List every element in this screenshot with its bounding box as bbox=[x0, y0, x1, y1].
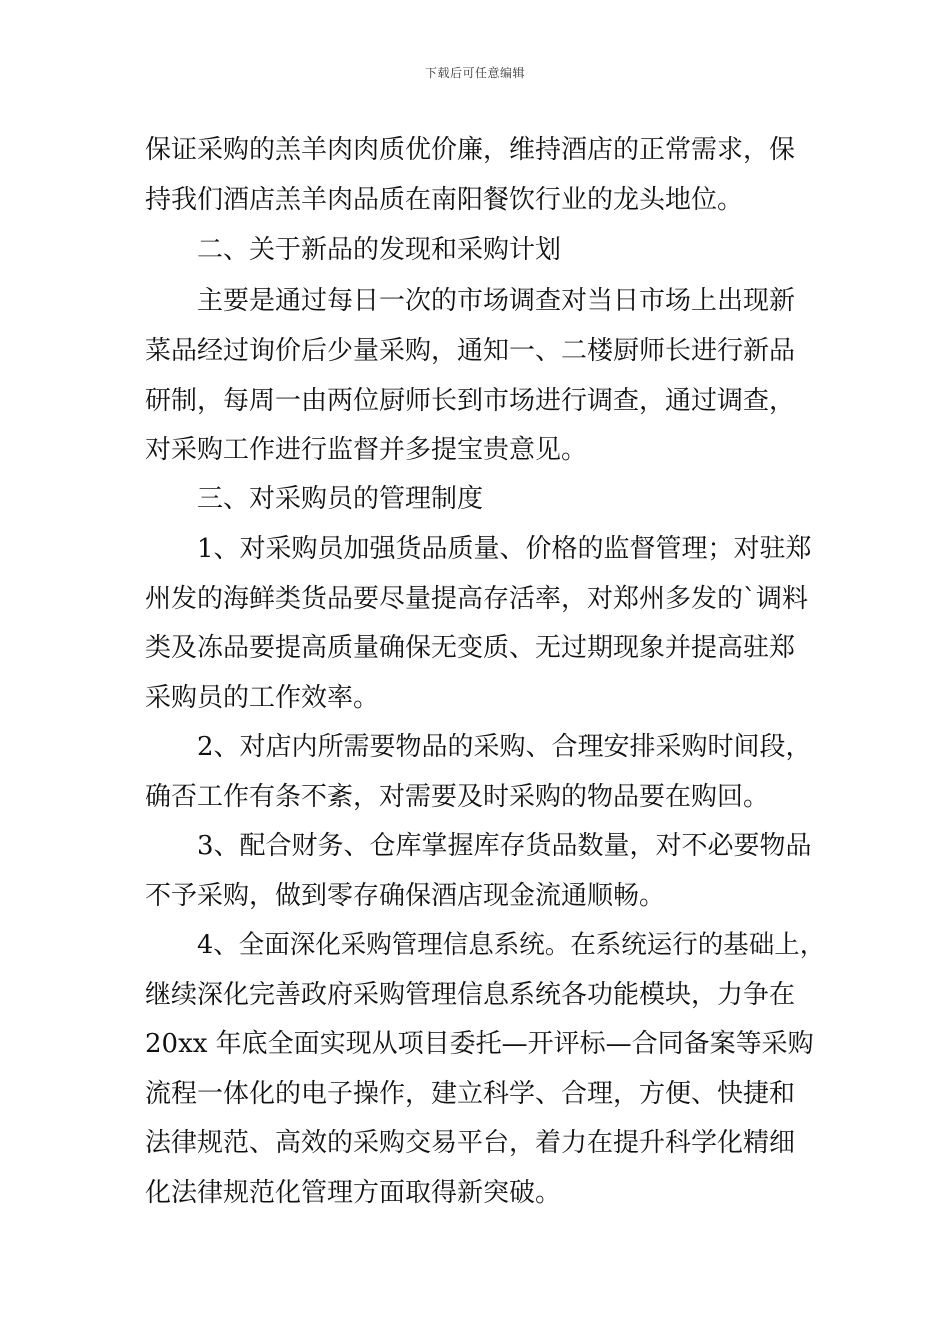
text-line: 3、配合财务、仓库掌握库存货品数量，对不必要物品 bbox=[197, 831, 812, 861]
text-line: 研制，每周一由两位厨师长到市场进行调查，通过调查， bbox=[145, 386, 796, 416]
text-line: 采购员的工作效率。 bbox=[145, 683, 380, 713]
text-line: 流程一体化的电子操作，建立科学、合理，方便、快捷和 bbox=[145, 1079, 796, 1109]
text-line: 1、对采购员加强货品质量、价格的监督管理；对驻郑 bbox=[197, 534, 812, 564]
text-line: 菜品经过询价后少量采购，通知一、二楼厨师长进行新品 bbox=[145, 336, 796, 366]
text-line: 不予采购，做到零存确保酒店现金流通顺畅。 bbox=[145, 881, 666, 911]
text-line: 2、对店内所需要物品的采购、合理安排采购时间段， bbox=[197, 732, 812, 762]
text-line: 持我们酒店羔羊肉品质在南阳餐饮行业的龙头地位。 bbox=[145, 185, 744, 215]
text-line: 主要是通过每日一次的市场调查对当日市场上出现新 bbox=[197, 286, 796, 316]
text-line: 州发的海鲜类货品要尽量提高存活率，对郑州多发的`调料 bbox=[145, 584, 809, 614]
text-line: 保证采购的羔羊肉肉质优价廉，维持酒店的正常需求，保 bbox=[145, 135, 796, 165]
text-line: 20xx 年底全面实现从项目委托—开评标—合同备案等采购 bbox=[145, 1029, 814, 1059]
section-heading: 二、关于新品的发现和采购计划 bbox=[197, 235, 562, 265]
text-line: 确否工作有条不紊，对需要及时采购的物品要在购回。 bbox=[145, 782, 770, 812]
text-line: 法律规范、高效的采购交易平台，着力在提升科学化精细 bbox=[145, 1128, 796, 1158]
page-header: 下载后可任意编辑 bbox=[424, 66, 525, 80]
text-line: 继续深化完善政府采购管理信息系统各功能模块，力争在 bbox=[145, 980, 796, 1010]
section-heading: 三、对采购员的管理制度 bbox=[197, 484, 484, 514]
text-line: 化法律规范化管理方面取得新突破。 bbox=[145, 1178, 562, 1208]
text-line: 对采购工作进行监督并多提宝贵意见。 bbox=[145, 435, 588, 465]
text-line: 类及冻品要提高质量确保无变质、无过期现象并提高驻郑 bbox=[145, 633, 796, 663]
text-line: 4、全面深化采购管理信息系统。在系统运行的基础上， bbox=[197, 930, 826, 960]
